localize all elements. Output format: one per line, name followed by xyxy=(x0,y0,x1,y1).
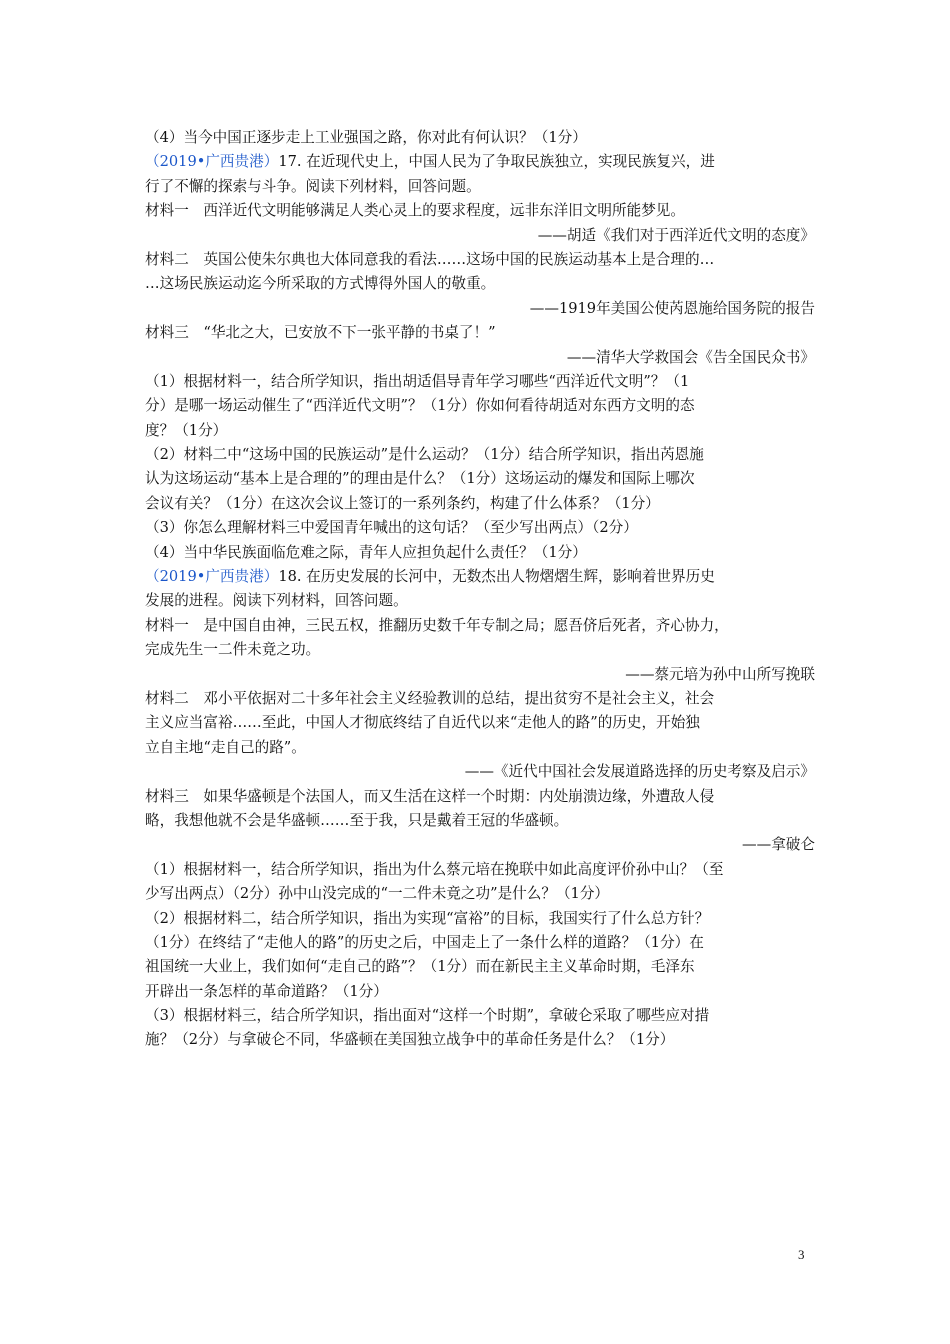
source-tag: （2019•广西贵港） xyxy=(145,153,279,171)
page-number: 3 xyxy=(798,1247,805,1262)
text-line xyxy=(145,882,815,906)
line-text: 行了不懈的探索与斗争。阅读下列材料，回答问题。 xyxy=(145,177,481,195)
line-text: …这场民族运动迄今所采取的方式博得外国人的敬重。 xyxy=(145,275,496,293)
text-line xyxy=(145,589,815,613)
text-line xyxy=(145,1028,815,1052)
line-text: 发展的进程。阅读下列材料，回答问题。 xyxy=(145,592,408,610)
line-text: ——胡适《我们对于西洋近代文明的态度》 xyxy=(537,226,815,244)
text-line xyxy=(145,931,815,955)
line-text: （4）当今中国正逐步走上工业强国之路，你对此有何认识？（1分） xyxy=(145,129,587,146)
text-line xyxy=(145,711,815,735)
line-text: ——1919年美国公使芮恩施给国务院的报告 xyxy=(529,299,815,317)
citation-line xyxy=(145,760,815,784)
text-line xyxy=(145,394,815,418)
text-line xyxy=(145,272,815,296)
text-line xyxy=(145,248,815,272)
text-line xyxy=(145,419,815,443)
line-text: 17. 在近现代史上，中国人民为了争取民族独立，实现民族复兴，进 xyxy=(278,153,715,171)
line-text: 主义应当富裕……至此，中国人才彻底终结了自近代以来“走他人的路”的历史，开始独 xyxy=(145,714,700,732)
text-line xyxy=(145,370,815,394)
line-text: 少写出两点）（2分）孙中山没完成的“一二件未竟之功”是什么？（1分） xyxy=(145,885,610,903)
line-text: （3）你怎么理解材料三中爱国青年喊出的这句话？（至少写出两点）（2分） xyxy=(145,519,638,537)
line-text: （1）根据材料一，结合所学知识，指出为什么蔡元培在挽联中如此高度评价孙中山？（至 xyxy=(145,860,724,878)
line-text: 分）是哪一场运动催生了“西洋近代文明”？（1分）你如何看待胡适对东西方文明的态 xyxy=(145,397,695,415)
line-text: 材料三 “华北之大，已安放不下一张平静的书桌了！” xyxy=(145,324,496,342)
text-line xyxy=(145,199,815,223)
text-line xyxy=(145,467,815,491)
line-text: 略，我想他就不会是华盛顿……至于我，只是戴着王冠的华盛顿。 xyxy=(145,811,569,829)
text-line xyxy=(145,321,815,345)
line-text: 立自主地“走自己的路”。 xyxy=(145,738,306,756)
line-text: （3）根据材料三，结合所学知识，指出面对“这样一个时期”，拿破仑采取了哪些应对措 xyxy=(145,1007,710,1025)
text-line xyxy=(145,858,815,882)
citation-line xyxy=(145,346,815,370)
line-text: ——清华大学救国会《告全国民众书》 xyxy=(566,348,815,366)
line-text: 18. 在历史发展的长河中，无数杰出人物熠熠生辉，影响着世界历史 xyxy=(278,568,715,586)
line-text: （1分）在终结了“走他人的路”的历史之后，中国走上了一条什么样的道路？（1分）在 xyxy=(145,933,704,951)
line-text: ——拿破仑 xyxy=(742,836,815,854)
text-line xyxy=(145,809,815,833)
text-line xyxy=(145,1004,815,1028)
text-line xyxy=(145,980,815,1004)
question-heading-line xyxy=(145,150,815,174)
line-text: 认为这场运动“基本上是合理的”的理由是什么？（1分）这场运动的爆发和国际上哪次 xyxy=(145,470,695,488)
line-text: 祖国统一大业上，我们如何“走自己的路”？（1分）而在新民主主义革命时期，毛泽东 xyxy=(145,958,695,976)
citation-line xyxy=(145,833,815,857)
text-line xyxy=(145,516,815,540)
source-tag: （2019•广西贵港） xyxy=(145,568,279,586)
line-text: 开辟出一条怎样的革命道路？（1分） xyxy=(145,982,388,1000)
text-line xyxy=(145,638,815,662)
citation-line xyxy=(145,224,815,248)
text-line xyxy=(145,687,815,711)
line-text: 度？（1分） xyxy=(145,421,228,439)
line-text: 材料二 英国公使朱尔典也大体同意我的看法……这场中国的民族运动基本上是合理的… xyxy=(145,250,715,268)
line-text: 材料二 邓小平依据对二十多年社会主义经验教训的总结，提出贫穷不是社会主义，社会 xyxy=(145,689,715,707)
text-line xyxy=(145,175,815,199)
text-line xyxy=(145,492,815,516)
line-text: 材料一 西洋近代文明能够满足人类心灵上的要求程度，远非东洋旧文明所能梦见。 xyxy=(145,202,685,220)
question-heading-line xyxy=(145,565,815,589)
line-text: 施？（2分）与拿破仑不同，华盛顿在美国独立战争中的革命任务是什么？（1分） xyxy=(145,1031,675,1049)
text-line xyxy=(145,736,815,760)
line-text: （4）当中华民族面临危难之际，青年人应担负起什么责任？（1分） xyxy=(145,543,587,561)
text-line xyxy=(145,614,815,638)
text-line xyxy=(145,907,815,931)
citation-line xyxy=(145,663,815,687)
line-text: ——《近代中国社会发展道路选择的历史考察及启示》 xyxy=(464,763,815,781)
text-line xyxy=(145,541,815,565)
line-text: 完成先生一二件未竟之功。 xyxy=(145,641,321,659)
text-line xyxy=(145,443,815,467)
line-text: ——蔡元培为孙中山所写挽联 xyxy=(625,665,815,683)
citation-line xyxy=(145,297,815,321)
line-text: （2）材料二中“这场中国的民族运动”是什么运动？（1分）结合所学知识，指出芮恩施 xyxy=(145,446,704,464)
line-text: 材料三 如果华盛顿是个法国人，而又生活在这样一个时期：内处崩溃边缘，外遭敌人侵 xyxy=(145,787,715,805)
text-line xyxy=(145,785,815,809)
text-line xyxy=(145,126,815,150)
line-text: 材料一 是中国自由神，三民五权，推翻历史数千年专制之局；愿吾侪后死者，齐心协力， xyxy=(145,616,729,634)
line-text: （2）根据材料二，结合所学知识，指出为实现“富裕”的目标，我国实行了什么总方针？ xyxy=(145,909,710,927)
line-text: 会议有关？（1分）在这次会议上签订的一系列条约，构建了什么体系？（1分） xyxy=(145,494,660,512)
line-text: （1）根据材料一，结合所学知识，指出胡适倡导青年学习哪些“西洋近代文明”？（1 xyxy=(145,372,690,390)
text-line xyxy=(145,955,815,979)
document-body xyxy=(145,126,815,1053)
